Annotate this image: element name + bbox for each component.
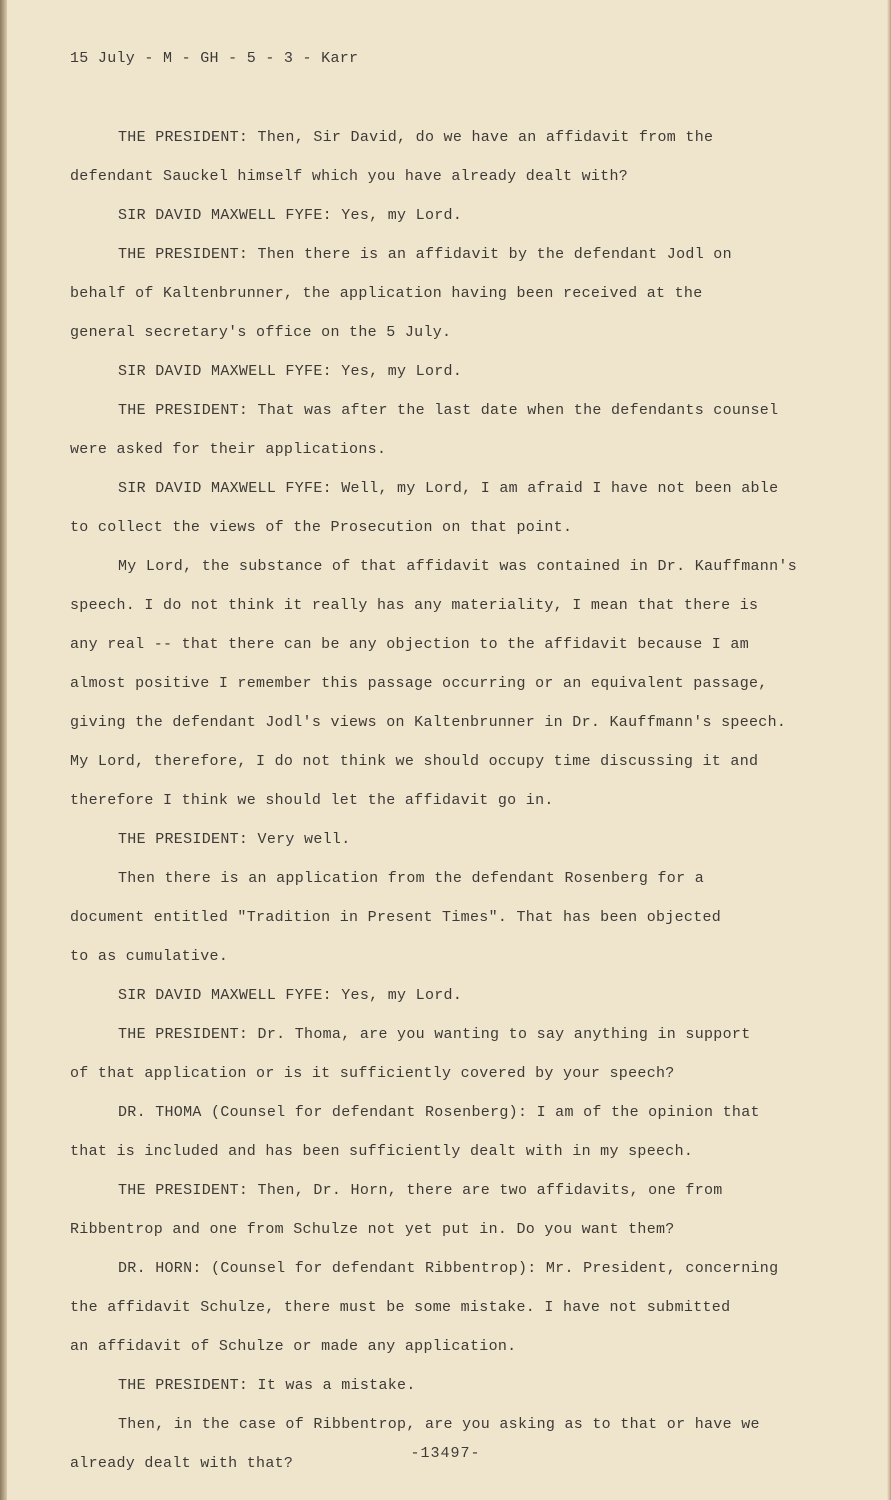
transcript-line: SIR DAVID MAXWELL FYFE: Yes, my Lord.: [118, 987, 463, 1004]
transcript-paragraph: [70, 976, 830, 1015]
transcript-paragraph: [70, 1015, 830, 1093]
transcript-line: were asked for their applications.: [70, 441, 387, 458]
page-number: -13497-: [410, 1445, 481, 1462]
transcript-paragraph: [70, 547, 830, 820]
page-left-edge: [0, 0, 7, 1500]
transcript-line: to collect the views of the Prosecution on that point.: [70, 519, 573, 536]
transcript-line: THE PRESIDENT: Then, Dr. Horn, there are two affidavits, one from: [118, 1182, 723, 1199]
transcript-line: Then there is an application from the defendant Rosenberg for a: [118, 870, 704, 887]
transcript-paragraphs: [70, 118, 830, 1483]
transcript-paragraph: [70, 1405, 830, 1483]
transcript-line: My Lord, therefore, I do not think we should occupy time discussing it and: [70, 753, 759, 770]
transcript-line: Then, in the case of Ribbentrop, are you asking as to that or have we: [118, 1416, 760, 1433]
transcript-line: document entitled "Tradition in Present Times". That has been objected: [70, 909, 722, 926]
transcript-line: to as cumulative.: [70, 948, 229, 965]
transcript-line: almost positive I remember this passage occurring or an equivalent passage,: [70, 675, 768, 692]
transcript-line: of that application or is it sufficiently covered by your speech?: [70, 1065, 675, 1082]
transcript-line: THE PRESIDENT: It was a mistake.: [118, 1377, 416, 1394]
transcript-paragraph: [70, 1249, 830, 1366]
transcript-line: THE PRESIDENT: Then there is an affidavit by the defendant Jodl on: [118, 246, 732, 263]
transcript-line: general secretary's office on the 5 July.: [70, 324, 452, 341]
page-header: 15 July - M - GH - 5 - 3 - Karr: [70, 50, 359, 67]
transcript-paragraph: [70, 469, 830, 547]
transcript-line: an affidavit of Schulze or made any application.: [70, 1338, 517, 1355]
transcript-line: THE PRESIDENT: Then, Sir David, do we have an affidavit from the: [118, 129, 714, 146]
transcript-line: therefore I think we should let the affidavit go in.: [70, 792, 554, 809]
transcript-paragraph: [70, 391, 830, 469]
transcript-line: DR. THOMA (Counsel for defendant Rosenberg): I am of the opinion that: [118, 1104, 760, 1121]
transcript-line: the affidavit Schulze, there must be some mistake. I have not submitted: [70, 1299, 731, 1316]
page-right-edge: [887, 0, 891, 1500]
transcript-paragraph: [70, 1171, 830, 1249]
transcript-paragraph: [70, 859, 830, 976]
transcript-paragraph: [70, 118, 830, 196]
transcript-line: THE PRESIDENT: Very well.: [118, 831, 351, 848]
transcript-paragraph: [70, 352, 830, 391]
transcript-line: speech. I do not think it really has any materiality, I mean that there is: [70, 597, 759, 614]
transcript-line: SIR DAVID MAXWELL FYFE: Yes, my Lord.: [118, 207, 463, 224]
transcript-line: defendant Sauckel himself which you have already dealt with?: [70, 168, 629, 185]
transcript-line: giving the defendant Jodl's views on Kaltenbrunner in Dr. Kauffmann's speech.: [70, 714, 787, 731]
transcript-line: THE PRESIDENT: That was after the last date when the defendants counsel: [118, 402, 779, 419]
transcript-paragraph: [70, 196, 830, 235]
transcript-body: [70, 45, 830, 1483]
transcript-paragraph: [70, 820, 830, 859]
transcript-paragraph: [70, 1366, 830, 1405]
transcript-line: Ribbentrop and one from Schulze not yet put in. Do you want them?: [70, 1221, 675, 1238]
transcript-line: any real -- that there can be any objection to the affidavit because I am: [70, 636, 750, 653]
transcript-paragraph: [70, 1093, 830, 1171]
transcript-line: DR. HORN: (Counsel for defendant Ribbentrop): Mr. President, concerning: [118, 1260, 779, 1277]
transcript-line: that is included and has been sufficiently dealt with in my speech.: [70, 1143, 694, 1160]
transcript-line: SIR DAVID MAXWELL FYFE: Well, my Lord, I am afraid I have not been able: [118, 480, 779, 497]
transcript-line: behalf of Kaltenbrunner, the application having been received at the: [70, 285, 703, 302]
transcript-line: SIR DAVID MAXWELL FYFE: Yes, my Lord.: [118, 363, 463, 380]
transcript-line: THE PRESIDENT: Dr. Thoma, are you wanting to say anything in support: [118, 1026, 751, 1043]
transcript-line: My Lord, the substance of that affidavit was contained in Dr. Kauffmann's: [118, 558, 798, 575]
transcript-line: already dealt with that?: [70, 1455, 294, 1472]
transcript-paragraph: [70, 235, 830, 352]
